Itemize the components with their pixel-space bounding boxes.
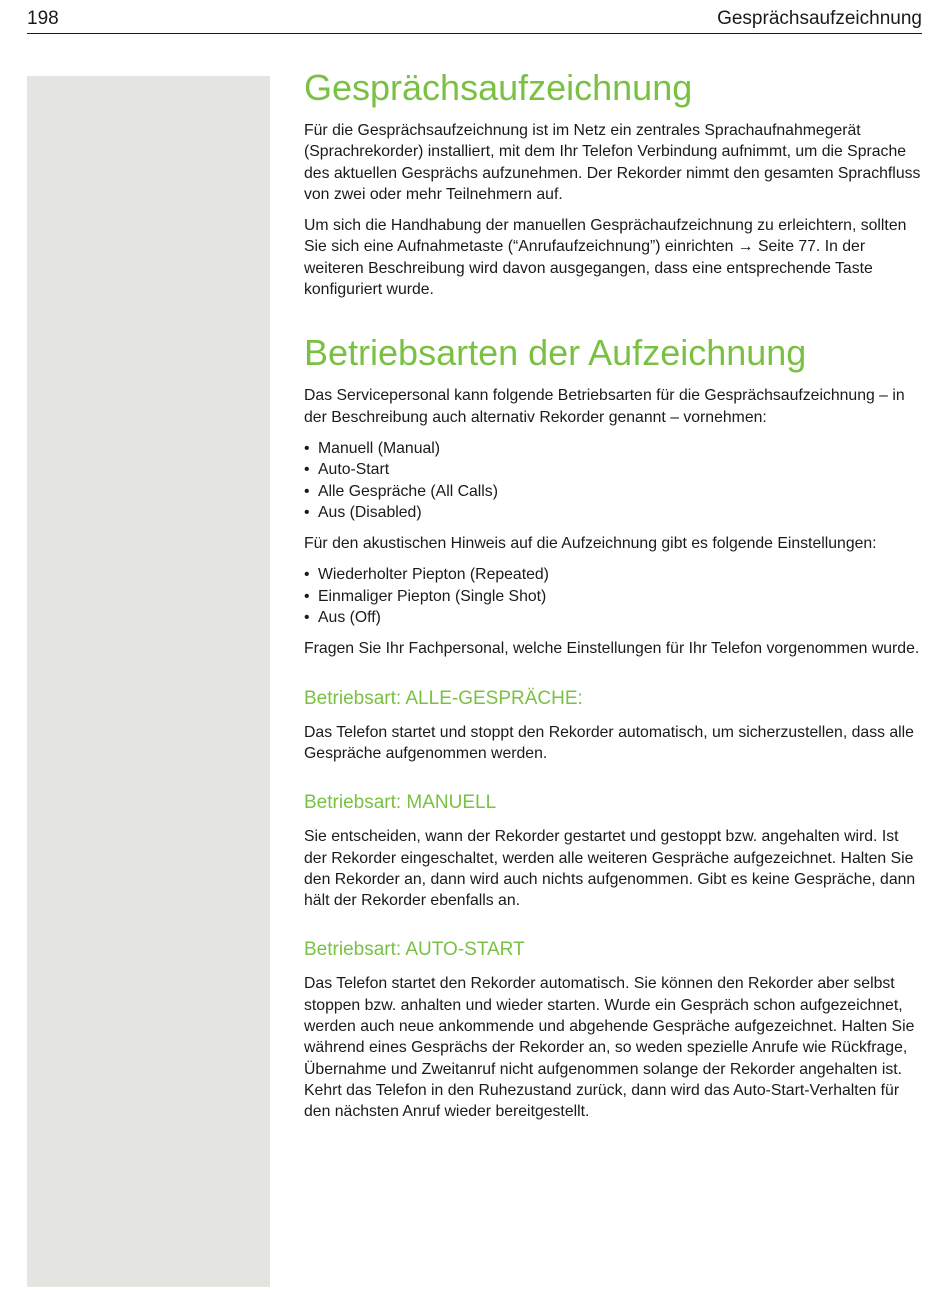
page-number: 198 xyxy=(27,8,59,29)
list-item: • Alle Gespräche (All Calls) xyxy=(304,481,924,502)
list-item: • Aus (Off) xyxy=(304,607,924,628)
tones-list xyxy=(304,564,924,628)
intro-paragraph: Für die Gesprächsaufzeichnung ist im Netz ein zentrales Sprachaufnahmegerät (Sprachrekorder) installiert, mit dem Ihr Telefon Verbindung aufnimmt, um die Sprache des aktuellen Gesprächs aufzunehmen. Der Rekorder nimmt den gesamten Sprachfluss von zwei oder mehr Teilnehmern auf. xyxy=(304,122,921,203)
section-title-modes: Betriebsarten der Aufzeichnung xyxy=(304,332,807,374)
modes-list xyxy=(304,438,924,523)
list-item: • Manuell (Manual) xyxy=(304,438,924,459)
list-item: • Wiederholter Piepton (Repeated) xyxy=(304,564,924,585)
subsection-title-manual: Betriebsart: MANUELL xyxy=(304,792,497,814)
running-title: Gesprächsaufzeichnung xyxy=(717,8,922,29)
list-item: • Einmaliger Piepton (Single Shot) xyxy=(304,586,924,607)
auto-start-paragraph: Das Telefon startet den Rekorder automatisch. Sie können den Rekorder aber selbst stoppen bzw. anhalten und wieder starten. Wurde ein Gespräch schon aufgezeichnet, werden auch neue ankommende und abgehende Gespräche aufgezeichnet. Halten Sie während eines Gesprächs der Rekorder an, so weden spezielle Anrufe wie Rückfrage, Übernahme und Zweitanruf nicht aufgenommen solange der Rekorder angehalten ist. Kehrt das Telefon in den Ruhezustand zurück, dann wird das Auto-Start-Verhalten für den nächsten Anruf wieder bereitgestellt. xyxy=(304,975,915,1121)
list-item: • Auto-Start xyxy=(304,459,924,480)
manual-paragraph: Sie entscheiden, wann der Rekorder gestartet und gestoppt bzw. angehalten wird. Ist der Rekorder eingeschaltet, werden alle weiteren Gespräche aufgezeichnet. Halten Sie den Rekorder an, dann wird auch nichts aufgenommen. Gibt es keine Gespräche, dann hält der Rekorder ebenfalls an. xyxy=(304,828,916,910)
record-key-paragraph: Um sich die Handhabung der manuellen Gesprächaufzeichnung zu erleichtern, sollten Sie sich eine Aufnahmetaste (“Anrufaufzeichnung”) einrichten → Seite 77. In der weiteren Beschreibung wird davon ausgegangen, dass eine entsprechende Taste konfiguriert wurde. xyxy=(304,217,907,299)
page-header xyxy=(27,6,922,34)
main-content xyxy=(304,66,924,1133)
margin-sidebar xyxy=(27,76,270,1287)
modes-intro-paragraph: Das Servicepersonal kann folgende Betriebsarten für die Gesprächsaufzeichnung – in der Beschreibung auch alternativ Rekorder genannt – vornehmen: xyxy=(304,387,905,426)
tones-intro-paragraph: Für den akustischen Hinweis auf die Aufzeichnung gibt es folgende Einstellungen: xyxy=(304,535,877,553)
settings-note-paragraph: Fragen Sie Ihr Fachpersonal, welche Einstellungen für Ihr Telefon vorgenommen wurde. xyxy=(304,640,920,658)
section-title-recording: Gesprächsaufzeichnung xyxy=(304,67,693,108)
subsection-title-all-calls: Betriebsart: ALLE-GESPRÄCHE: xyxy=(304,687,583,709)
list-item: • Aus (Disabled) xyxy=(304,502,924,523)
subsection-title-auto-start: Betriebsart: AUTO-START xyxy=(304,939,525,961)
all-calls-paragraph: Das Telefon startet und stoppt den Rekorder automatisch, um sicherzustellen, dass alle Gespräche aufgenommen werden. xyxy=(304,723,914,762)
